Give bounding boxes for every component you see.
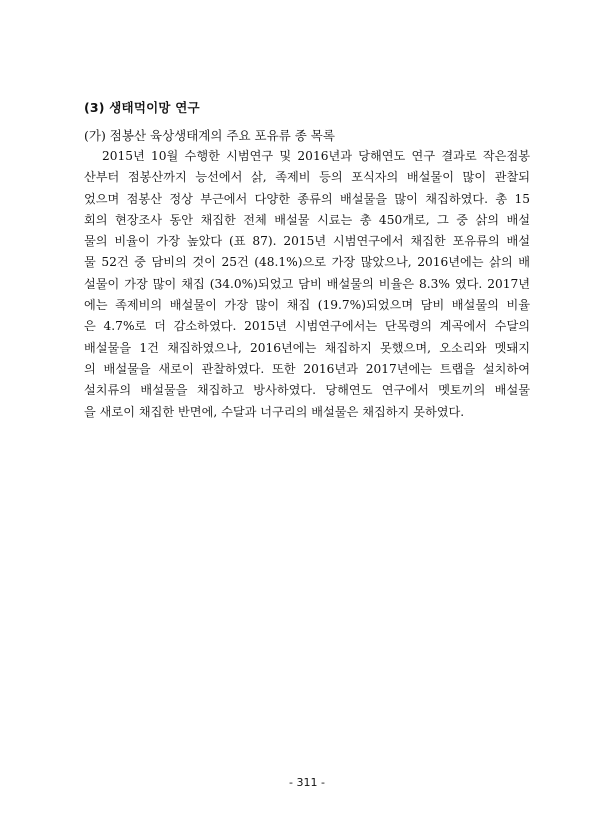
paragraph-line: 설물이 가장 많이 채집 (34.0%)되었고 담비 배설물의 비율은 8.3% 였다. 2017년	[84, 276, 530, 291]
paragraph-line: 배설물을 1건 채집하였으나, 2016년에는 채집하지 못했으며, 오소리와 멧돼지	[84, 340, 530, 355]
paragraph-line: 에는 족제비의 배설물이 가장 많이 채집 (19.7%)되었으며 담비 배설물의 비율	[84, 298, 530, 313]
page-number: - 311 -	[289, 776, 325, 789]
paragraph-line: 물의 비율이 가장 높았다 (표 87). 2015년 시범연구에서 채집한 포유류의 배설	[84, 234, 530, 249]
paragraph-line: 의 배설물을 새로이 관찰하였다. 또한 2016년과 2017년에는 트랩을 설치하여	[84, 361, 530, 376]
paragraph-line: 었으며 점봉산 정상 부근에서 다양한 종류의 배설물을 많이 채집하였다. 총 15	[84, 191, 530, 206]
section-heading: (3) 생태먹이망 연구	[84, 100, 200, 115]
paragraph-line: 산부터 점봉산까지 능선에서 삵, 족제비 등의 포식자의 배설물이 많이 관찰되	[84, 170, 530, 185]
sub-heading: (가) 점봉산 육상생태계의 주요 포유류 종 목록	[84, 128, 335, 143]
paragraph-line: 설치류의 배설물을 채집하고 방사하였다. 당해연도 연구에서 멧토끼의 배설물	[84, 383, 530, 398]
paragraph-line: 회의 현장조사 동안 채집한 전체 배설물 시료는 총 450개로, 그 중 삵의 배설	[84, 212, 530, 227]
paragraph-line: 물 52건 중 담비의 것이 25건 (48.1%)으로 가장 많았으나, 2016년에는 삵의 배	[84, 255, 530, 270]
paragraph-line: 은 4.7%로 더 감소하였다. 2015년 시범연구에서는 단목령의 계곡에서 수달의	[84, 319, 530, 334]
paragraph-line: 을 새로이 채집한 반면에, 수달과 너구리의 배설물은 채집하지 못하였다.	[84, 404, 465, 419]
body-paragraph	[84, 146, 530, 423]
paragraph-line: 2015년 10월 수행한 시범연구 및 2016년과 당해연도 연구 결과로 작은점봉	[102, 149, 530, 163]
